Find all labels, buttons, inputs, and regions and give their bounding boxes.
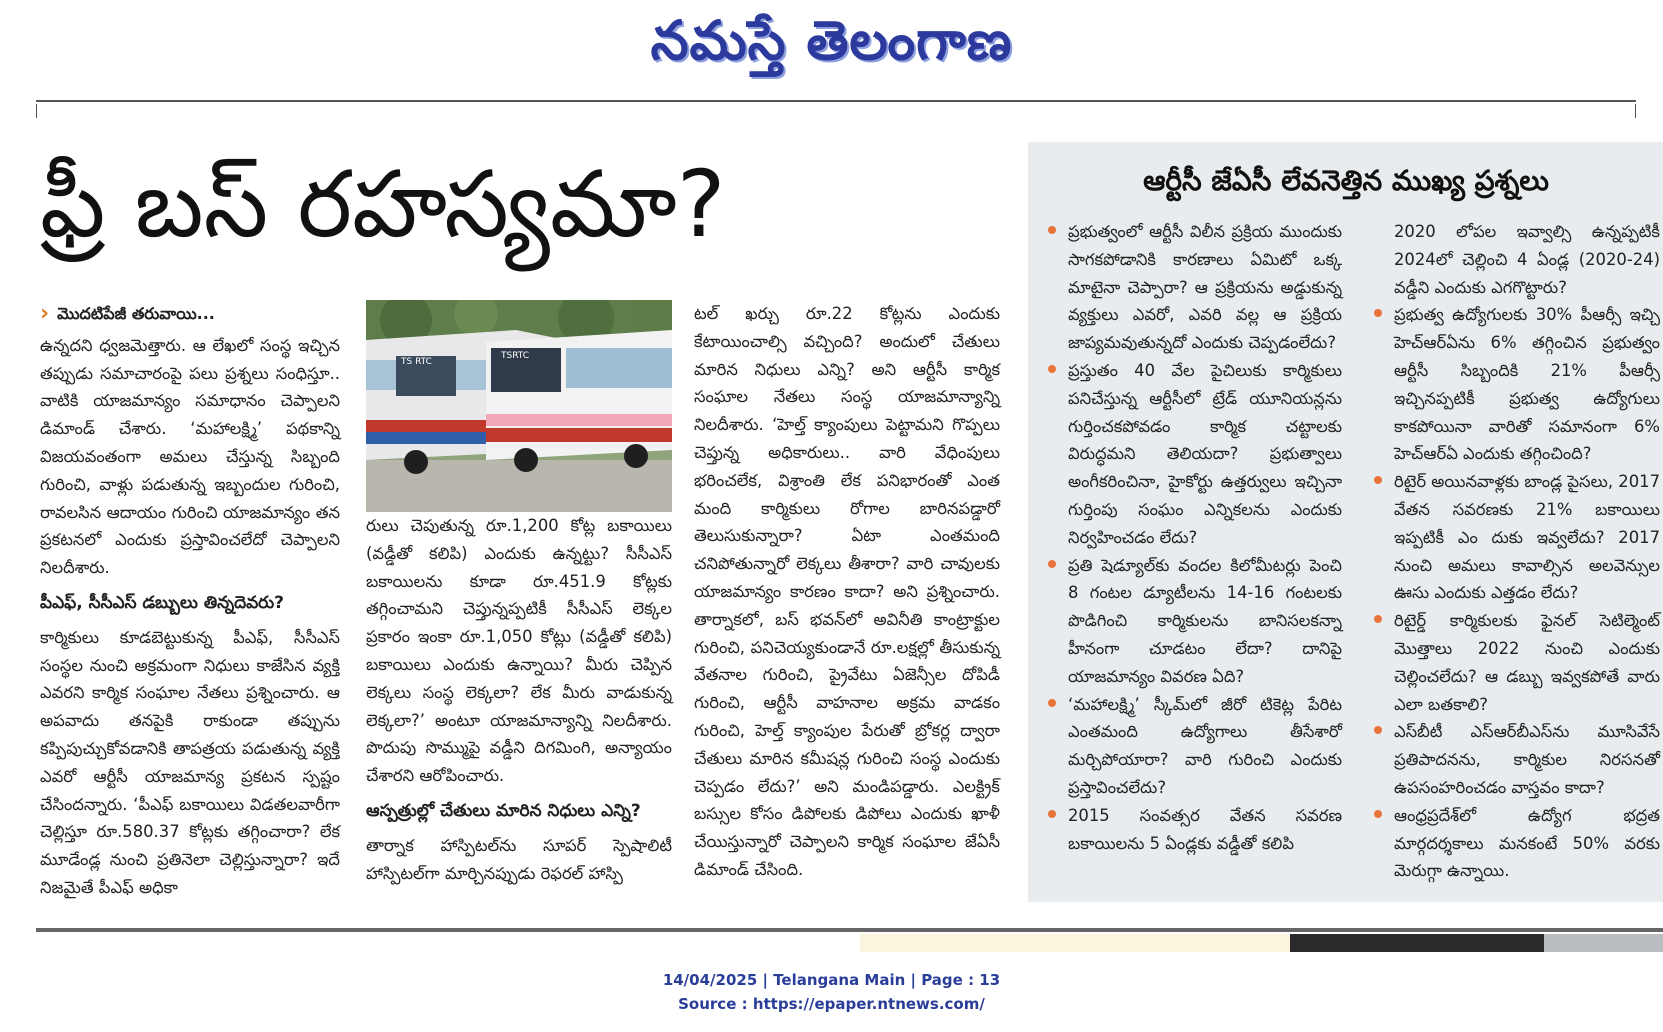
paragraph: రులు చెపుతున్న రూ.1,200 కోట్ల బకాయిలు (వడ్డీతో కలిపి) ఎందుకు ఉన్నట్టు? సీసీఎస్ బకాయిలను కూడా రూ.451.9 కోట్లకు తగ్గించామని చెప్తున్నప్పటికీ సీసీఎస్ లెక్కల ప్రకారం ఇంకా రూ.1,050 కోట్లు (వడ్డీతో కలిపి) బకాయిలు ఎందుకు ఉన్నాయి? మీరు చెప్పిన లెక్కలు సంస్థ లెక్కలా? లేక మీరు వాడుకున్న లెక్కలా?’ అంటూ యాజమాన్యాన్ని నిలదీశారు. పొదుపు సొమ్ముపై వడ్డీని దిగమింగి, అన్యాయం చేశారని ఆరోపించారు. xyxy=(366,516,672,786)
clipping-edge xyxy=(36,104,1636,118)
section-subhead: పీఎఫ్, సీసీఎస్ డబ్బులు తిన్నదెవరు? xyxy=(40,592,285,613)
list-item: ప్రతి షెడ్యూల్‌కు వందల కిలోమీటర్లు పెంచి 8 గంటల డ్యూటీలను 14-16 గంటలకు పొడిగించి కార్మికులను బానిసలకన్నా హీనంగా చూడటం లేదా? దానిపై యాజమాన్యం వివరణ ఏది? xyxy=(1046,552,1342,691)
list-item: ప్రభుత్వంలో ఆర్టీసీ విలీన ప్రక్రియ ముందుకు సాగకపోడానికి కారణాలు ఏమిటో ఒక్క మాటైనా చెప్పారా? ఆ ప్రక్రియను అడ్డుకున్న వ్యక్తులు ఎవరో, ఎవరి వల్ల ఆ ప్రక్రియ జాప్యమవుతున్నదో ఎందుకు చెప్పడంలేదు? xyxy=(1046,218,1342,357)
questions-sidebar xyxy=(1028,142,1663,902)
adjacent-article-edge xyxy=(1544,934,1663,952)
source-link[interactable]: Source : https://epaper.ntnews.com/ xyxy=(678,995,985,1013)
bus-illustration xyxy=(366,300,672,512)
adjacent-photo-edge xyxy=(1290,934,1544,952)
list-item: ఆంధ్రప్రదేశ్‌లో ఉద్యోగ భద్రత మార్గదర్శకాలు మనకంటే 50% వరకు మెరుగ్గా ఉన్నాయి. xyxy=(1372,802,1660,885)
paragraph: ఉన్నదని ధ్వజమెత్తారు. ఆ లేఖలో సంస్థ ఇచ్చిన తప్పుడు సమాచారంపై పలు ప్రశ్నలు సంధిస్తూ.. వాటికి యాజమాన్యం సమాధానం చెప్పాలని డిమాండ్ చేశారు. ‘మహాలక్ష్మి’ పథకాన్ని విజయవంతంగా అమలు చేస్తున్న సిబ్బంది గురించి, వాళ్లు పడుతున్న ఇబ్బందుల గురించి, రావలసిన ఆదాయం గురించి యాజమాన్యం తన ప్రకటనలో ఎందుకు ప్రస్తావించలేదో చెప్పాలని నిలదీశారు. xyxy=(40,335,340,578)
list-item: ఎస్‌బీటీ ఎస్‌ఆర్‌బీఎస్‌ను మూసివేసే ప్రతిపాదనను, కార్మికుల నిరసనతో ఉపసంహరించడం వాస్తవం కాదా? xyxy=(1372,718,1660,801)
bullet-dot-icon xyxy=(1374,615,1382,623)
article-headline: ఫ్రీ బస్ రహస్యమా? xyxy=(40,151,726,258)
bullet-dot-icon xyxy=(1374,309,1382,317)
adjacent-article-edge xyxy=(860,934,1290,952)
newspaper-logo: నమస్తే తెలంగాణ xyxy=(650,8,1013,72)
bullet-dot-icon xyxy=(1048,365,1056,373)
article-column-1 xyxy=(40,300,340,904)
bullet-dot-icon xyxy=(1374,810,1382,818)
paragraph: టల్ ఖర్చు రూ.22 కోట్లను ఎందుకు కేటాయించాల్సి వచ్చింది? అందులో చేతులు మారిన నిధులు ఎన్ని? అని ఆర్టీసీ కార్మిక సంఘాల నేతలు సంస్థ యాజమాన్యాన్ని నిలదీశారు. ‘హెల్త్ క్యాంపులు పెట్టామని గొప్పలు చెప్తున్న అధికారులు.. వారి వేధింపులు భరించలేక, విశ్రాంతి లేక పనిభారంతో ఎంత మంది కార్మికులు రోగాల బారినపడ్డారో తెలుసుకున్నారా? ఏటా ఎంతమంది చనిపోతున్నారో లెక్కలు తీశారా? వారి చావులకు యాజమాన్యం కారణం కాదా? అని ప్రశ్నించారు. తార్నాకలో, బస్ భవన్‌లో అవినీతి కాంట్రాక్టుల గురించి, పనిచెయ్యకుండానే రూ.లక్షల్లో తీసుకున్న వేతనాల గురించి, ప్రైవేటు ఏజెన్సీల దోపిడీ గురించి, ఆర్టీసీ వాహనాల అక్రమ వాడకం గురించి, హెల్త్ క్యాంపుల పేరుతో బ్రోకర్ల ద్వారా చేతులు మారిన కమీషన్ల గురించి సంస్థ ఎందుకు చెప్పడం లేదు?’ అని మండిపడ్డారు. ఎలక్ట్రిక్ బస్సుల కోసం డిపోలకు డిపోలు ఎందుకు ఖాళీ చేయిస్తున్నారో చెప్పాలని కార్మిక సంఘాల జేఏసీ డిమాండ్ చేసింది. xyxy=(694,304,1000,879)
sidebar-column-left xyxy=(1046,218,1342,857)
list-item: ప్రస్తుతం 40 వేల పైచిలుకు కార్మికులు పనిచేస్తున్న ఆర్టీసీలో ట్రేడ్ యూనియన్లను గుర్తించకపోవడం కార్మిక చట్టాలకు విరుద్ధమని తెలియదా? ప్రభుత్వాలు అంగీకరించినా, హైకోర్టు ఉత్తర్వులు ఇచ్చినా గుర్తింపు సంఘం ఎన్నికలను ఎందుకు నిర్వహించడం లేదు? xyxy=(1046,357,1342,552)
bus-depot-photo xyxy=(366,300,672,512)
question-list xyxy=(1372,301,1660,885)
bullet-dot-icon xyxy=(1048,699,1056,707)
bullet-dot-icon xyxy=(1374,476,1382,484)
top-rule xyxy=(36,100,1636,102)
section-subhead: ఆస్పత్రుల్లో చేతులు మారిన నిధులు ఎన్ని? xyxy=(366,800,641,821)
paragraph: తార్నాక హాస్పిటల్‌ను సూపర్ స్పెషాలిటీ హాస్పిటల్‌గా మార్చినప్పుడు రెఫరల్ హాస్పి xyxy=(366,835,672,883)
article-column-3 xyxy=(694,300,1000,886)
bullet-dot-icon xyxy=(1048,810,1056,818)
list-item: రిటైర్డ్ కార్మికులకు ఫైనల్ సెటిల్మెంట్ మొత్తాలు 2022 నుంచి ఎందుకు చెల్లించలేదు? ఆ డబ్బు ఇవ్వకపోతే వారు ఎలా బతకాలి? xyxy=(1372,607,1660,718)
continuation-byline xyxy=(40,300,340,328)
bullet-dot-icon xyxy=(1048,226,1056,234)
list-item: రిటైర్ అయినవాళ్లకు బాండ్ల పైసలు, 2017 వేతన సవరణకు 21% బకాయిలు ఇప్పటికీ ఎం దుకు ఇవ్వలేదు? 2017 నుంచి అమలు కావాల్సిన అలవెన్సుల ఊసు ఎందుకు ఎత్తడం లేదు? xyxy=(1372,468,1660,607)
bus-plate-label: TSRTC xyxy=(501,351,530,361)
edition-info: 14/04/2025 | Telangana Main | Page : 13 xyxy=(662,971,1001,989)
masthead xyxy=(0,8,1663,86)
byline-text: మొదటిపేజీ తరువాయి... xyxy=(57,304,215,323)
list-item: ప్రభుత్వ ఉద్యోగులకు 30% పీఆర్సీ ఇచ్చి హెచ్‌ఆర్‌ఏను 6% తగ్గించిన ప్రభుత్వం ఆర్టీసీ సిబ్బందికి 21% పీఆర్సీ ఇచ్చినప్పటికీ ప్రభుత్వ ఉద్యోగులు కాకపోయినా వారితో సమానంగా 6% హెచ్‌ఆర్‌ఏ ఎందుకు తగ్గించింది? xyxy=(1372,301,1660,468)
paragraph: కార్మికులు కూడబెట్టుకున్న పీఎఫ్, సీసీఎస్ సంస్థల నుంచి అక్రమంగా నిధులు కాజేసిన వ్యక్తి ఎవరని కార్మిక సంఘాల నేతలు ప్రశ్నించారు. ఆ అపవాదు తనపైకి రాకుండా తప్పును కప్పిపుచ్చుకోవడానికి తాపత్రయ పడుతున్న వ్యక్తి ఎవరో ఆర్టీసీ యాజమాన్య ప్రకటన స్పష్టం చేసిందన్నారు. ‘పీఎఫ్ బకాయిలు విడతలవారీగా చెల్లిస్తూ రూ.580.37 కోట్లకు తగ్గించారా? లేక మూడేండ్ల నుంచి ప్రతినెలా చెల్లిస్తున్నారా? ఇదే నిజమైతే పీఎఫ్ అధికా xyxy=(40,627,340,897)
article-column-2 xyxy=(366,512,672,889)
list-item: ‘మహాలక్ష్మి’ స్కీమ్‌లో జీరో టికెట్ల పేరిట ఎంతమంది ఉద్యోగాలు తీసేశారో మర్చిపోయారా? వారి గురించి ఎందుకు ప్రస్తావించలేదు? xyxy=(1046,691,1342,802)
bus-plate-label: TS RTC xyxy=(401,357,432,367)
question-list xyxy=(1046,218,1342,857)
sidebar-column-right xyxy=(1372,218,1660,885)
sidebar-title: ఆర్టీసీ జేఏసీ లేవనెత్తిన ముఖ్య ప్రశ్నలు xyxy=(1143,164,1549,197)
list-item: 2015 సంవత్సర వేతన సవరణ బకాయిలను 5 ఏండ్లకు వడ్డీతో కలిపి xyxy=(1046,802,1342,858)
chevron-right-icon: › xyxy=(40,300,50,326)
bullet-dot-icon xyxy=(1048,560,1056,568)
bullet-dot-icon xyxy=(1374,726,1382,734)
page-footer xyxy=(0,968,1663,1016)
list-item-continuation: 2020 లోపల ఇవ్వాల్సి ఉన్నప్పటికీ 2024లో చెల్లించి 4 ఏండ్ల (2020-24) వడ్డీని ఎందుకు ఎగగొట్టారు? xyxy=(1394,222,1660,297)
bottom-rule xyxy=(36,928,1663,932)
